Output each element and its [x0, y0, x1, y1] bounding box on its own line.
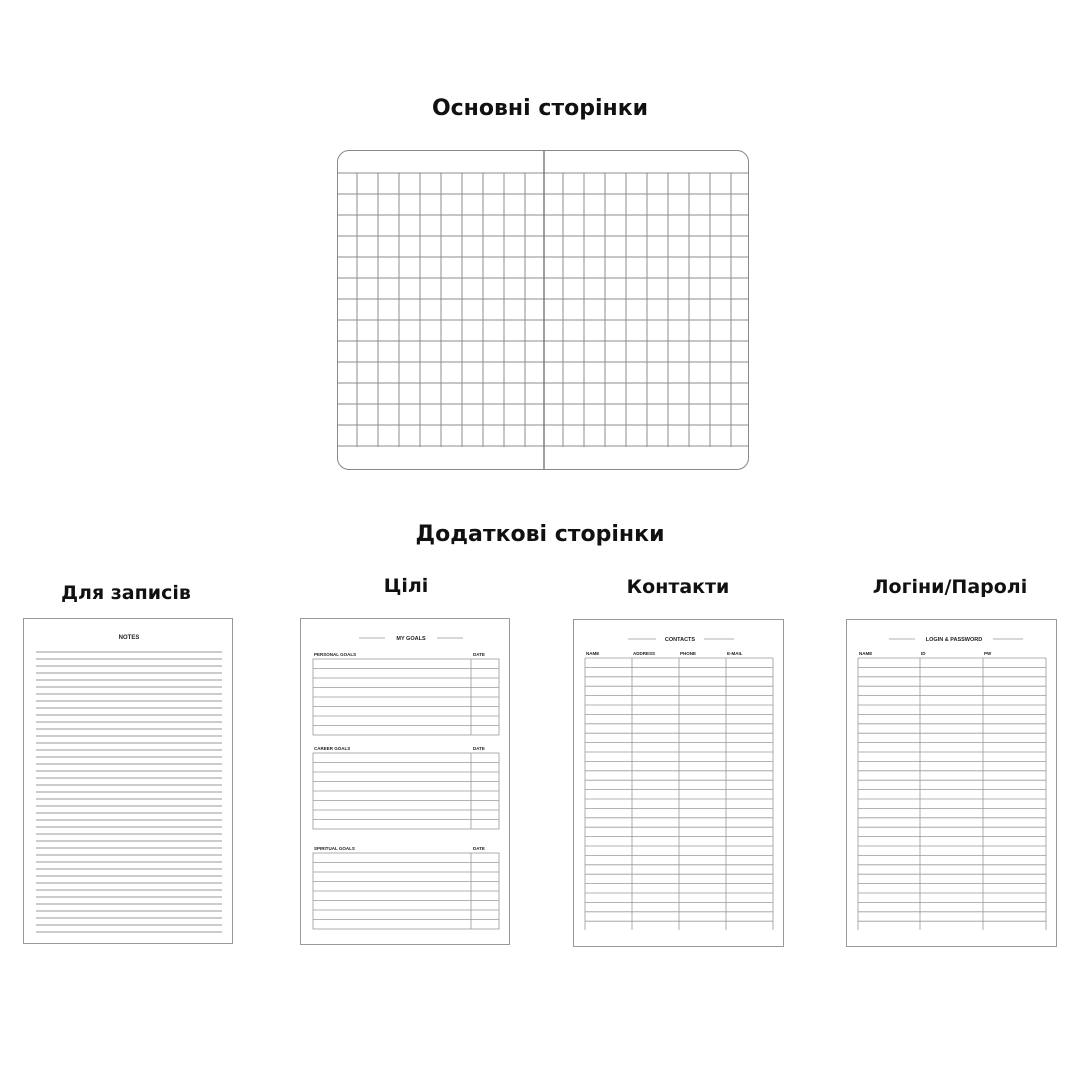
goals-page-thumbnail	[300, 618, 510, 945]
notes-card-title: Для записів	[61, 582, 191, 604]
logins-page-header: LOGIN & PASSWORD	[925, 637, 983, 643]
spiritual-goals-label: SPIRITUAL GOALS	[314, 846, 355, 851]
personal-goals-table	[313, 659, 499, 735]
contacts-card-title: Контакти	[626, 576, 730, 598]
extra-pages-heading: Додаткові сторінки	[415, 522, 665, 547]
logins-col-name: NAME	[859, 651, 873, 656]
contacts-table	[585, 658, 773, 930]
contacts-page-header: CONTACTS	[664, 637, 696, 643]
career-goals-table	[313, 753, 499, 829]
goals-card-title: Цілі	[383, 575, 429, 597]
contacts-col-address: ADDRESS	[633, 651, 656, 656]
career-goals-label: CAREER GOALS	[314, 746, 351, 751]
contacts-col-name: NAME	[586, 651, 600, 656]
spiritual-goals-table	[313, 853, 499, 929]
logins-col-pw: PW	[984, 651, 992, 656]
notes-ruled-lines	[36, 652, 222, 932]
spiritual-goals-date-label: DATE	[473, 846, 485, 851]
notes-page-header: NOTES	[118, 635, 140, 641]
contacts-col-phone: PHONE	[680, 651, 697, 656]
career-goals-date-label: DATE	[473, 746, 485, 751]
logins-page-thumbnail	[846, 619, 1057, 947]
contacts-page-thumbnail	[573, 619, 784, 947]
personal-goals-label: PERSONAL GOALS	[314, 652, 357, 657]
logins-card-title: Логіни/Паролі	[872, 576, 1028, 598]
main-pages-heading: Основні сторінки	[431, 96, 649, 121]
grid-pattern	[338, 151, 749, 470]
personal-goals-date-label: DATE	[473, 652, 485, 657]
logins-col-id: ID	[921, 651, 926, 656]
notes-page-thumbnail	[23, 618, 233, 944]
contacts-col-email: E-MAIL	[727, 651, 743, 656]
logins-table	[858, 658, 1046, 930]
grid-notebook-spread	[337, 150, 749, 470]
goals-page-header: MY GOALS	[396, 636, 426, 642]
